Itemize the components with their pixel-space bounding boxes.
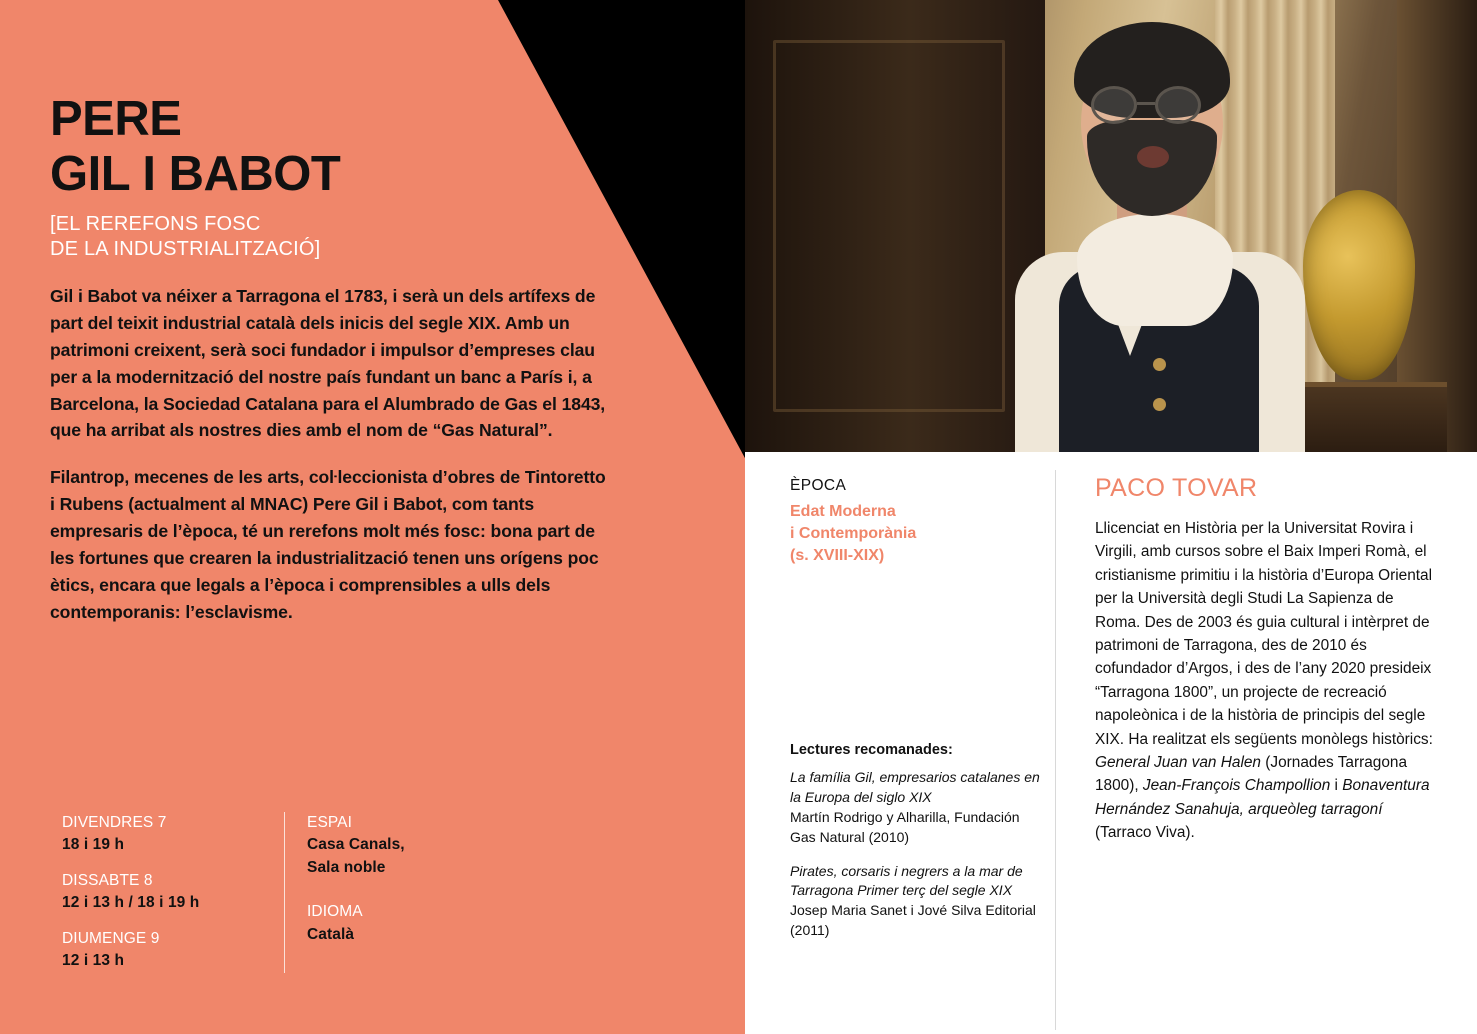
speaker-bio-title-3: Bonaventura Hernández Sanahuja, arqueòleg tarragoní bbox=[1095, 777, 1430, 818]
info-panel bbox=[745, 452, 1477, 1034]
subtitle-line-1: [EL REREFONS FOSC bbox=[50, 212, 261, 235]
speaker-bio bbox=[1095, 517, 1435, 845]
poster-left-content bbox=[50, 0, 610, 626]
photo-person bbox=[941, 0, 1361, 452]
epoca-value-line-1: Edat Moderna bbox=[790, 503, 896, 520]
title-line-1: PERE bbox=[50, 92, 182, 146]
venue-value-line-2: Sala noble bbox=[307, 858, 386, 876]
description-paragraph-1: Gil i Babot va néixer a Tarragona el 1783, i serà un dels artífexs de part del teixit industrial català dels inicis del segle XIX. Amb un patrimoni creixent, serà soci fundador i impulsor d’empreses clau per a la modernització del nostre país fundant un banc a París i, a Barcelona, la Sociedad Catalana para el Alumbrado de Gas el 1843, que ha arribat als nostres dies amb el nom de “Gas Natural”. bbox=[50, 285, 606, 441]
epoca-label: ÈPOCA bbox=[790, 477, 847, 494]
schedule-day-times: 18 i 19 h bbox=[62, 836, 125, 854]
photo-glasses-bridge bbox=[1137, 102, 1155, 105]
epoca-block bbox=[790, 477, 1050, 567]
venue-value-line-1: Casa Canals, bbox=[307, 836, 405, 854]
schedule-venue-column bbox=[284, 812, 504, 973]
epoca-value-line-3: (s. XVIII-XIX) bbox=[790, 547, 885, 565]
reading-item-title: La família Gil, empresarios catalanes en la Europa del siglo XIX bbox=[790, 769, 1040, 805]
speaker-name: PACO TOVAR bbox=[1095, 474, 1258, 502]
reading-item-source: Martín Rodrigo y Alharilla, Fundación Gas Natural (2010) bbox=[790, 808, 1020, 845]
speaker-block bbox=[1095, 474, 1435, 845]
language-value: Català bbox=[307, 925, 355, 943]
schedule-day-times: 12 i 13 h bbox=[62, 952, 125, 970]
photo-cravat bbox=[1077, 214, 1233, 326]
speaker-bio-part-4: (Tarraco Viva). bbox=[1095, 824, 1195, 842]
photo-glasses-left-lens bbox=[1091, 86, 1137, 124]
photo-scene bbox=[745, 0, 1477, 452]
page-title bbox=[50, 92, 610, 202]
venue-block bbox=[307, 812, 504, 879]
schedule-dates-column bbox=[62, 812, 284, 973]
speaker-bio-part-3: i bbox=[1330, 777, 1343, 795]
schedule-day bbox=[62, 928, 284, 973]
language-block bbox=[307, 901, 504, 946]
schedule-day-label: DISSABTE 8 bbox=[62, 871, 153, 889]
vertical-divider bbox=[1055, 470, 1056, 1030]
recommended-readings-block bbox=[790, 742, 1048, 955]
reading-item-title: Pirates, corsaris i negrers a la mar de Tarragona Primer terç del segle XIX bbox=[790, 862, 1023, 899]
speaker-bio-part-2: (Jornades Tarragona 1800), bbox=[1095, 754, 1407, 795]
reading-item-source: Josep Maria Sanet i Jové Silva Editorial (2011) bbox=[790, 902, 1036, 939]
speaker-bio-part-1: Llicenciat en Història per la Universitat Rovira i Virgili, amb cursos sobre el Baix Imperi Romà, el cristianisme primitiu i la història d’Europa Oriental per la Università degli Studi La Sapienza de Roma. Des de 2003 és guia cultural i intèrpret de patrimoni de Tarragona, des de 2010 és cofundador d’Argos, i des de l’any 2020 presideix “Tarragona 1800”, un projecte de recreació napoleònica i de la història de principis del segle XIX. Ha realitzat els següents monòlegs històrics: bbox=[1095, 520, 1433, 748]
schedule-day-times: 12 i 13 h / 18 i 19 h bbox=[62, 894, 200, 912]
epoca-value bbox=[790, 501, 1050, 567]
venue-label: ESPAI bbox=[307, 814, 353, 831]
subtitle-line-2: DE LA INDUSTRIALITZACIÓ] bbox=[50, 238, 321, 261]
photo-mouth bbox=[1137, 146, 1169, 168]
schedule-day bbox=[62, 870, 284, 915]
language-label: IDIOMA bbox=[307, 903, 363, 921]
photo-glasses-right-lens bbox=[1155, 86, 1201, 124]
schedule-block bbox=[62, 812, 504, 973]
description-paragraph-2: Filantrop, mecenes de les arts, coŀleccionista d’obres de Tintoretto i Rubens (actualment al MNAC) Pere Gil i Babot, com tants empresaris de l’època, té un rerefons molt més fosc: bona part de les fortunes que crearen la industrialització tenen uns orígens poc ètics, encara que legals a l’època i comprensibles a ulls dels contemporanis: l’esclavisme. bbox=[50, 467, 606, 622]
title-line-2: GIL I BABOT bbox=[50, 146, 341, 201]
reading-item bbox=[790, 862, 1048, 942]
recommended-readings-title: Lectures recomanades: bbox=[790, 742, 953, 758]
reading-item bbox=[790, 768, 1048, 848]
epoca-value-line-2: i Contemporània bbox=[790, 525, 917, 543]
page-subtitle bbox=[50, 212, 610, 263]
photo-beard bbox=[1087, 120, 1217, 216]
speaker-bio-title-1: General Juan van Halen bbox=[1095, 754, 1261, 772]
speaker-photo bbox=[745, 0, 1477, 452]
schedule-day-label: DIVENDRES 7 bbox=[62, 814, 167, 831]
schedule-day-label: DIUMENGE 9 bbox=[62, 929, 160, 947]
speaker-bio-title-2: Jean-François Champollion bbox=[1142, 777, 1331, 795]
schedule-day bbox=[62, 812, 284, 857]
